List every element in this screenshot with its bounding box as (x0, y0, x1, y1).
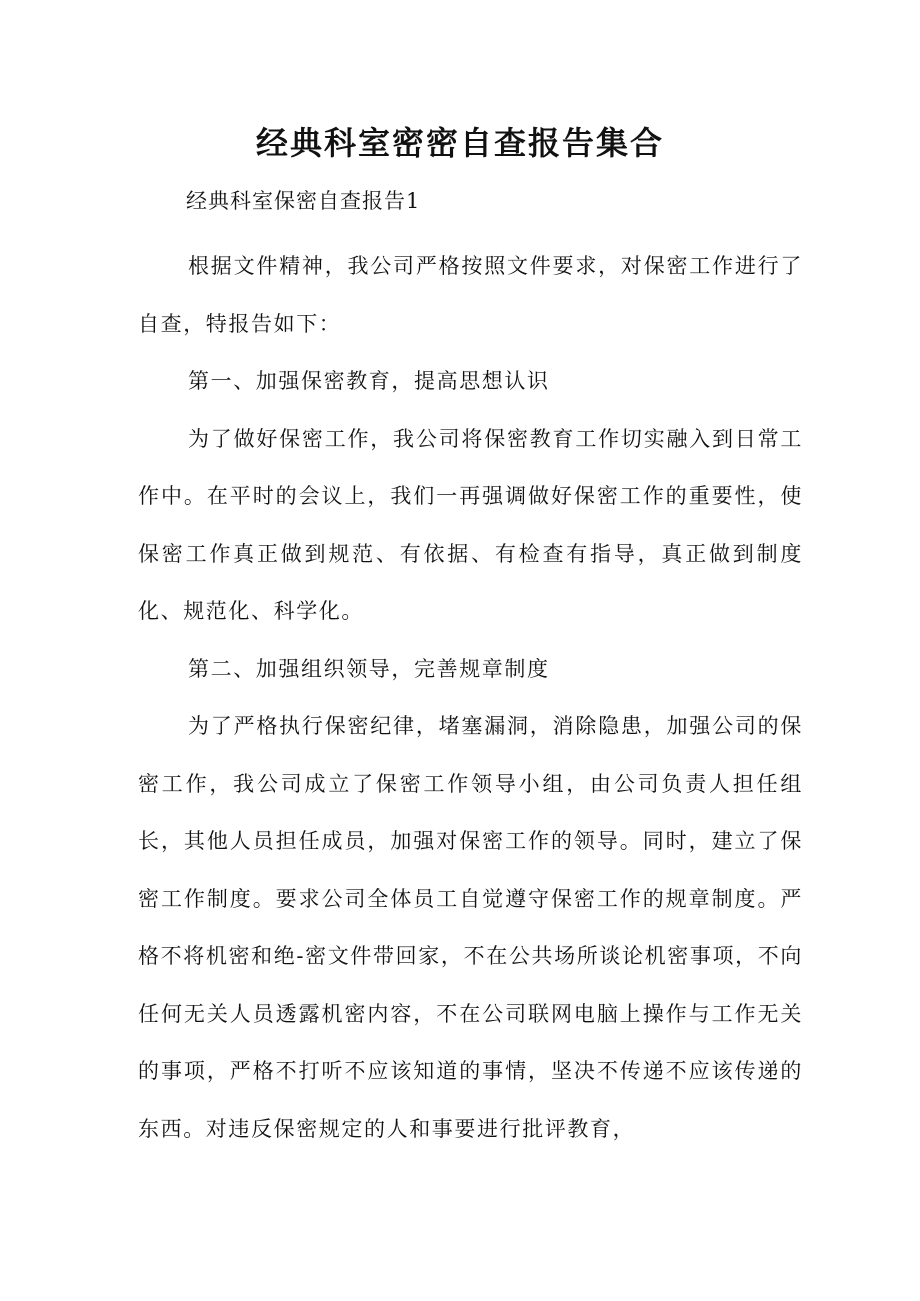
intro-paragraph: 根据文件精神，我公司严格按照文件要求，对保密工作进行了自查，特报告如下： (138, 254, 803, 336)
document-title: 经典科室密密自查报告集合 (255, 124, 664, 162)
document-subtitle: 经典科室保密自查报告1 (186, 189, 421, 213)
section-heading-1: 第一、加强保密教育，提高思想认识 (188, 369, 550, 393)
section-heading-2: 第二、加强组织领导，完善规章制度 (188, 656, 550, 681)
section-1-paragraph: 为了做好保密工作，我公司将保密教育工作切实融入到日常工作中。在平时的会议上，我们一再强调做好保密工作的重要性，使保密工作真正做到规范、有依据、有检查有指导，真正做到制度化、规范化、科学化。 (138, 426, 803, 623)
document-body (138, 238, 803, 1158)
section-2-paragraph: 为了严格执行保密纪律，堵塞漏洞，消除隐患，加强公司的保密工作，我公司成立了保密工作领导小组，由公司负责人担任组长，其他人员担任成员，加强对保密工作的领导。同时，建立了保密工作制度。要求公司全体员工自觉遵守保密工作的规章制度。严格不将机密和绝-密文件带回家，不在公共场所谈论机密事项，不向任何无关人员透露机密内容，不在公司联网电脑上操作与工作无关的事项，严格不打听不应该知道的事情，坚决不传递不应该传递的东西。对违反保密规定的人和事要进行批评教育， (138, 714, 803, 1141)
